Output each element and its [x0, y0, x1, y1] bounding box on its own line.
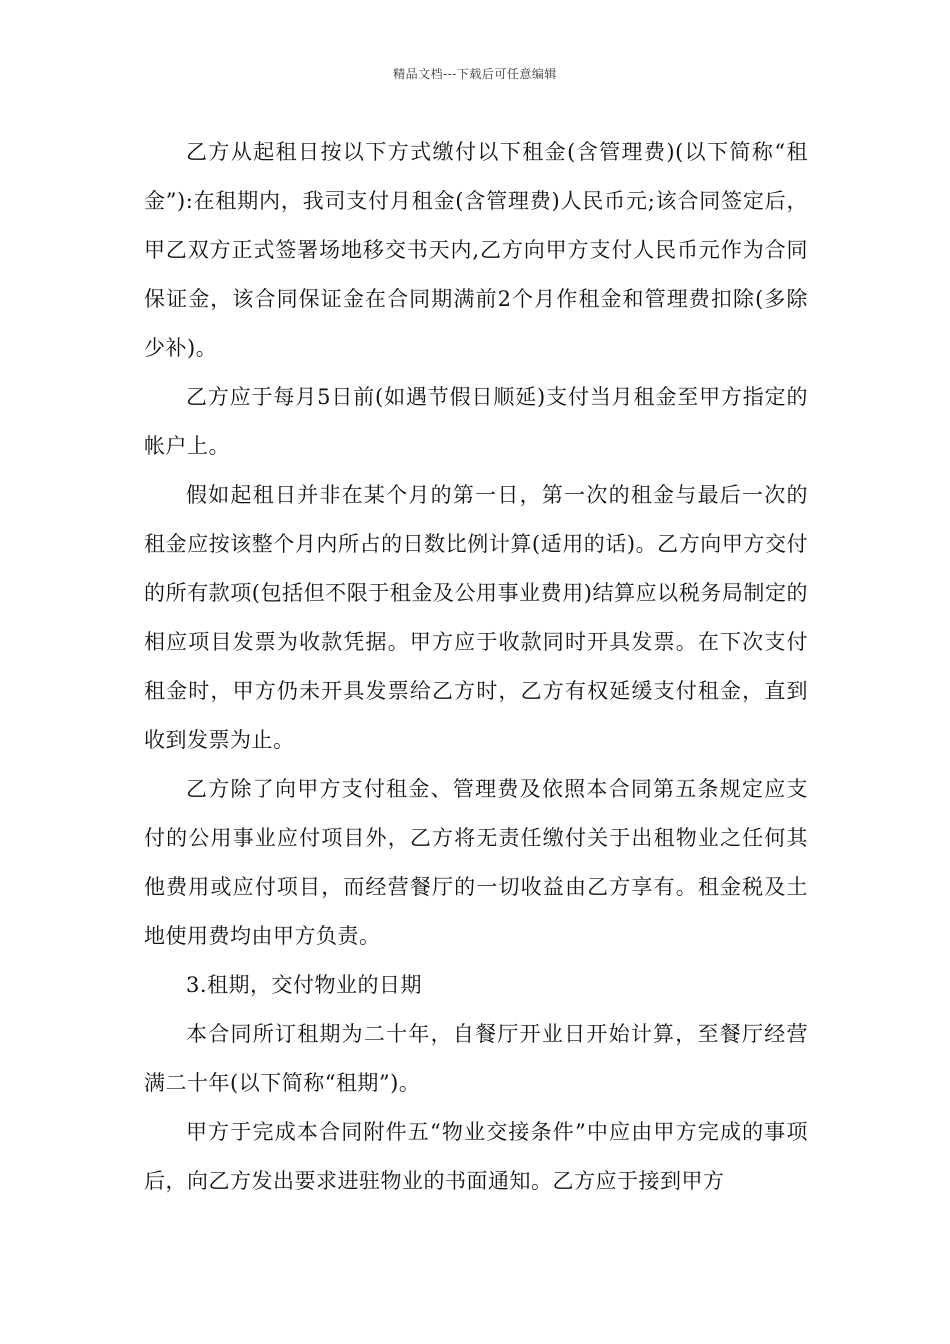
section-heading-lease-term: 3.租期，交付物业的日期 — [186, 973, 423, 997]
page-header: 精品文档---下载后可任意编辑 — [393, 67, 557, 81]
document-body — [144, 128, 808, 1206]
paragraph-prorated-rent: 假如起租日并非在某个月的第一日，第一次的租金与最后一次的租金应按该整个月内所占的日数比例计算(适用的话)。乙方向甲方交付的所有款项(包括但不限于租金及公用事业费用)结算应以税务局制定的相应项目发票为收款凭据。甲方应于收款同时开具发票。在下次支付租金时，甲方仍未开具发票给乙方时，乙方有权延缓支付租金，直到收到发票为止。 — [144, 483, 808, 752]
paragraph-lease-term: 本合同所订租期为二十年，自餐厅开业日开始计算，至餐厅经营满二十年(以下简称“租期”)。 — [144, 1022, 808, 1095]
paragraph-rent-payment: 乙方从起租日按以下方式缴付以下租金(含管理费)(以下简称“租金”):在租期内，我司支付月租金(含管理费)人民币元;该合同签定后，甲乙双方正式签署场地移交书天内,乙方向甲方支付人民币元作为合同保证金，该合同保证金在合同期满前2个月作租金和管理费扣除(多除少补)。 — [144, 140, 808, 360]
paragraph-monthly-due-date: 乙方应于每月5日前(如遇节假日顺延)支付当月租金至甲方指定的帐户上。 — [144, 385, 808, 458]
paragraph-other-fees: 乙方除了向甲方支付租金、管理费及依照本合同第五条规定应支付的公用事业应付项目外，乙方将无责任缴付关于出租物业之任何其他费用或应付项目，而经营餐厅的一切收益由乙方享有。租金税及土地使用费均由甲方负责。 — [144, 777, 808, 948]
paragraph-handover-notice: 甲方于完成本合同附件五“物业交接条件”中应由甲方完成的事项后，向乙方发出要求进驻物业的书面通知。乙方应于接到甲方 — [144, 1120, 808, 1193]
